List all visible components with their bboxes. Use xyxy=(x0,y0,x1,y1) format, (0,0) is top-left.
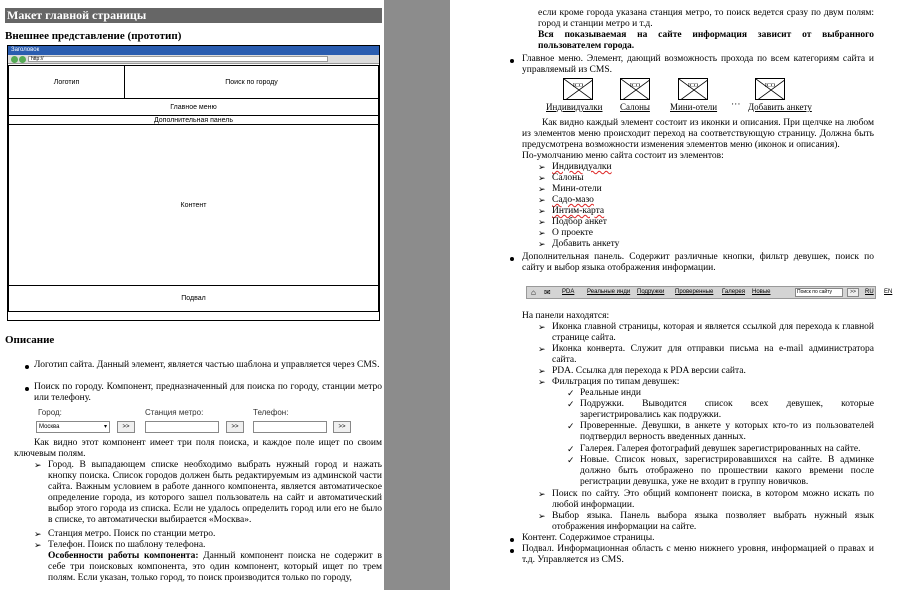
continuation-text: если кроме города указана станция метро, то поиск ведется сразу по двум полям: город и станции метро и т.д. xyxy=(538,8,874,29)
arrow-bullet: ➢ xyxy=(538,206,546,216)
extra-panel-block: Дополнительная панель xyxy=(8,115,379,125)
right-page xyxy=(450,0,904,590)
bullet xyxy=(510,549,514,553)
panel-contents-title: На панели находятся: xyxy=(522,311,610,321)
filter-gifts[interactable]: Подружки xyxy=(637,289,665,295)
address-field: http:// xyxy=(28,56,328,62)
arrow-bullet: ➢ xyxy=(538,377,546,387)
menu-icon-placeholder xyxy=(563,78,593,100)
pda-link[interactable]: PDA xyxy=(562,289,575,295)
bullet xyxy=(25,365,29,369)
description-heading: Описание xyxy=(5,334,55,346)
left-page xyxy=(0,0,384,590)
bullet-content: Контент. Содержимое страницы. xyxy=(522,533,655,543)
bullet xyxy=(510,257,514,261)
metro-label: Станция метро: xyxy=(145,408,204,417)
menu-item: Садо-мазо xyxy=(552,195,594,205)
menu-icon-placeholder xyxy=(678,78,708,100)
menu-item: О проекте xyxy=(552,228,594,238)
features-text: Данный компонент поиска не содержит в себе три поисковых компонента, это один компонент, который ищет по трем полям. Если указан, только город, то поиск производится только по городу, xyxy=(48,551,382,583)
filter-gallery[interactable]: Галерея xyxy=(722,289,746,295)
ico-text: ICO xyxy=(629,83,641,89)
phone-label: Телефон: xyxy=(253,408,289,417)
filter-new[interactable]: Новые xyxy=(752,289,771,295)
menu-icon-placeholder xyxy=(620,78,650,100)
browser-addressbar xyxy=(8,55,379,64)
bullet xyxy=(25,387,29,391)
bullet-footer: Подвал. Информационная область с меню нижнего уровня, информацией о правах и т.д. Управляется из CMS. xyxy=(522,544,874,565)
menu-ellipsis: ··· xyxy=(731,100,741,110)
ico-text: ICO xyxy=(764,83,776,89)
city-dependency-note: Вся показываемая на сайте информация зависит от выбранного пользователем города. xyxy=(538,30,874,51)
page-heading: Макет главной страницы xyxy=(5,8,382,23)
filter-description: Фильтрация по типам девушек: xyxy=(552,377,680,387)
logo-block: Логотип xyxy=(8,65,125,99)
ico-text: ICO xyxy=(687,83,699,89)
forward-icon xyxy=(19,56,26,63)
arrow-bullet: ➢ xyxy=(538,162,546,172)
component-features xyxy=(48,551,382,584)
menu-link-add-profile[interactable]: Добавить анкету xyxy=(748,102,812,112)
menu-item: Мини-отели xyxy=(552,184,602,194)
filter-gifts-description: Подружки. Выводится список всех девушек, которые зарегистрировались как подружки. xyxy=(580,399,874,420)
filter-gallery-description: Галерея. Галерея фотографий девушек зарегистрированных на сайте. xyxy=(580,444,861,454)
arrow-bullet: ➢ xyxy=(538,184,546,194)
home-icon[interactable]: ⌂ xyxy=(531,288,536,297)
filter-real[interactable]: Реальные инди xyxy=(587,289,631,295)
check-bullet: ✓ xyxy=(567,421,575,431)
phone-go-button[interactable]: >> xyxy=(333,421,351,433)
envelope-icon[interactable]: ✉ xyxy=(544,288,551,297)
menu-paragraph: Как видно каждый элемент состоит из иконки и описания. При щелчке на любом из элементов меню происходит переход на соответствующую страницу. Должна быть предусмотрена возможности изменения элементов меню (иконок и описания). xyxy=(522,118,874,150)
prototype-subheading: Внешнее представление (прототип) xyxy=(5,30,182,42)
city-select[interactable]: Москва ▾ xyxy=(36,421,110,433)
menu-item: Подбор анкет xyxy=(552,217,607,227)
content-block: Контент xyxy=(8,124,379,286)
filter-real-description: Реальные инди xyxy=(580,388,642,398)
filter-verified-description: Проверенные. Девушки, в анкете у которых кто-то из пользователей подтвердил верность введенных данных. xyxy=(580,421,874,442)
bullet-logo: Логотип сайта. Данный элемент, является частью шаблона и управляется через CMS. xyxy=(34,360,380,370)
menu-item: Добавить анкету xyxy=(552,239,620,249)
arrow-bullet: ➢ xyxy=(538,366,546,376)
browser-title: Заголовок xyxy=(8,46,379,55)
main-menu-block: Главное меню xyxy=(8,98,379,116)
arrow-bullet: ➢ xyxy=(34,460,42,470)
filter-verified[interactable]: Проверенные xyxy=(675,289,714,295)
check-bullet: ✓ xyxy=(567,388,575,398)
extra-toolbar xyxy=(526,286,876,299)
mail-icon-description: Иконка конверта. Служит для отправки письма на e-mail администратора сайта. xyxy=(552,344,874,365)
pda-description: PDA. Ссылка для перехода к PDA версии сайта. xyxy=(552,366,746,376)
lang-en[interactable]: EN xyxy=(884,289,893,295)
search-fields-paragraph: Как видно этот компонент имеет три поля поиска, и каждое поле ищет по своим ключевым полям. xyxy=(14,438,382,459)
arrow-bullet: ➢ xyxy=(538,511,546,521)
city-label: Город: xyxy=(38,408,62,417)
arrow-bullet: ➢ xyxy=(538,173,546,183)
ico-text: ICO xyxy=(572,83,584,89)
browser-mockup xyxy=(7,45,380,321)
metro-description: Станция метро. Поиск по станции метро. xyxy=(48,529,216,539)
bullet xyxy=(510,59,514,63)
arrow-bullet: ➢ xyxy=(538,195,546,205)
menu-item: Салоны xyxy=(552,173,584,183)
phone-input[interactable] xyxy=(253,421,327,433)
phone-description: Телефон. Поиск по шаблону телефона. xyxy=(48,540,206,550)
menu-link-mini-oteli[interactable]: Мини-отели xyxy=(670,102,718,112)
chevron-down-icon: ▾ xyxy=(103,424,107,430)
back-icon xyxy=(11,56,18,63)
home-icon-description: Иконка главной страницы, которая и является ссылкой для перехода к главной странице сайта. xyxy=(552,322,874,343)
arrow-bullet: ➢ xyxy=(538,322,546,332)
arrow-bullet: ➢ xyxy=(538,217,546,227)
menu-item: Индивидуалки xyxy=(552,162,612,172)
arrow-bullet: ➢ xyxy=(34,540,42,550)
arrow-bullet: ➢ xyxy=(538,228,546,238)
menu-link-salony[interactable]: Салоны xyxy=(620,102,650,112)
check-bullet: ✓ xyxy=(567,399,575,409)
arrow-bullet: ➢ xyxy=(538,239,546,249)
arrow-bullet: ➢ xyxy=(538,344,546,354)
menu-item: Интим-карта xyxy=(552,206,605,216)
city-search-block: Поиск по городу xyxy=(124,65,379,99)
menu-link-individualki[interactable]: Индивидуалки xyxy=(546,102,603,112)
bullet-extra-panel: Дополнительная панель. Содержит различные кнопки, фильтр девушек, поиск по сайту и выбор языка отображения информации. xyxy=(522,252,874,273)
bullet-city-search: Поиск по городу. Компонент, предназначенный для поиска по городу, станции метро или телефону. xyxy=(34,382,382,403)
arrow-bullet: ➢ xyxy=(34,529,42,539)
metro-go-button[interactable]: >> xyxy=(226,421,244,433)
site-search-description: Поиск по сайту. Это общий компонент поиска, в котором можно искать по любой информации. xyxy=(552,489,874,510)
lang-ru[interactable]: RU xyxy=(865,289,874,295)
city-go-button[interactable]: >> xyxy=(117,421,135,433)
site-search-go[interactable]: >> xyxy=(847,288,859,297)
menu-icon-placeholder xyxy=(755,78,785,100)
language-description: Выбор языка. Панель выбора языка позволяет выбрать нужный язык отображения информации на сайте. xyxy=(552,511,874,532)
city-description: Город. В выпадающем списке необходимо выбрать нужный город и нажать кнопку поиска. Список городов должен быть редактируемым из админской части сайта. Важным условием в работе данного компонента, является автоматическое определение города, из которого зашел пользователь на сайт и автоматический выбор этого города из списка. Если не удалось определить город или его не было в списке, то автоматически выбирается «Москва». xyxy=(48,460,382,525)
arrow-bullet: ➢ xyxy=(538,489,546,499)
bullet-main-menu: Главное меню. Элемент, дающий возможность прохода по всем категориям сайта и управляемый из CMS. xyxy=(522,54,874,75)
features-title: Особенности работы компонента: xyxy=(48,551,199,561)
check-bullet: ✓ xyxy=(567,455,575,465)
check-bullet: ✓ xyxy=(567,444,575,454)
metro-input[interactable] xyxy=(145,421,219,433)
filter-new-description: Новые. Список новых, зарегистрировавшихся на сайте. В админке должно быть отображено по прошествии какого времени после регистрации девушка, уже не входит в группу новичков. xyxy=(580,455,874,487)
bullet xyxy=(510,538,514,542)
default-menu-text: По-умолчанию меню сайта состоит из элементов: xyxy=(522,151,724,161)
site-search-input[interactable]: Поиск по сайту xyxy=(795,288,843,297)
footer-block: Подвал xyxy=(8,285,379,312)
